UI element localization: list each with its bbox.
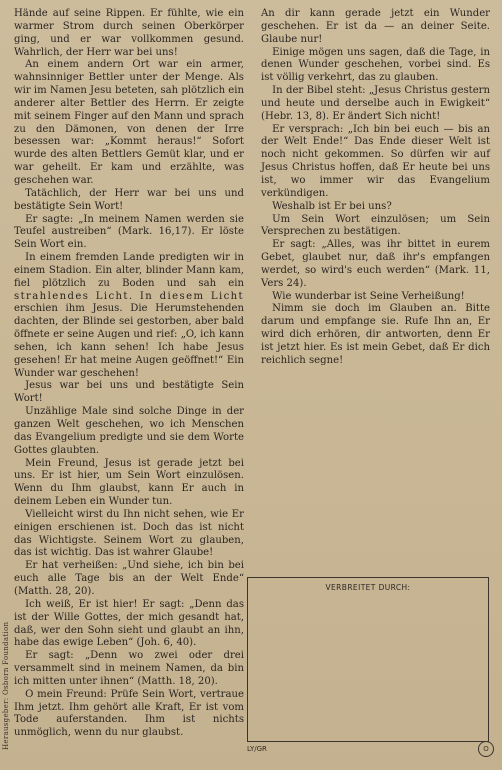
paragraph: Um Sein Wort einzulösen; um Sein Versprechen zu bestätigen. <box>261 213 490 238</box>
paragraph: Er sagt: „Alles, was ihr bittet in eurem Gebet, glaubet nur, daß ihr's empfangen werdet, so wird's euch werden“ (Mark. 11, Vers 24). <box>261 239 490 289</box>
logo-mark: O <box>483 745 489 753</box>
paragraph: In der Bibel steht: „Jesus Christus gestern und heute und derselbe auch in Ewigkeit“ (Hebr. 13, 8). Er ändert Sich nicht! <box>261 85 490 122</box>
paragraph: Ich weiß, Er ist hier! Er sagt: „Denn das ist der Wille Gottes, der mich gesandt hat, daß, wer den Sohn sieht und glaubt an ihn, habe das ewige Leben“ (Joh. 6, 40). <box>14 598 244 649</box>
paragraph: Nimm sie doch im Glauben an. Bitte darum und empfange sie. Rufe Ihn an, Er wird dich erhören, dir antworten, denn Er ist jetzt hier. Es ist mein Gebet, daß Er dich reichlich segne! <box>261 303 490 366</box>
paragraph: Er sagte: „In meinem Namen werden sie Teufel austreiben“ (Mark. 16,17). Er löste Sein Wort ein. <box>14 213 244 251</box>
right-text-column <box>261 8 490 368</box>
paragraph-text: In einem fremden Lande predigten wir in einem Stadion. Ein alter, blinder Mann kam, fiel plötzlich zu Boden und sah ein <box>14 252 244 289</box>
paragraph: Er hat verheißen: „Und siehe, ich bin bei euch alle Tage bis an der Welt Ende“ (Matth. 28, 20). <box>14 560 244 597</box>
paragraph-text: erschien ihm Jesus. Die Herumstehenden dachten, der Blinde sei gestorben, aber bald öffnete er seine Augen und rief: „O, ich kann sehen, ich kann sehen! Ich habe Jesus gesehen! Er hat meine Augen geöffnet!“ Ein Wunder war geschehen! <box>14 303 244 379</box>
paragraph: Einige mögen uns sagen, daß die Tage, in denen Wunder geschehen, vorbei sind. Es ist völlig verkehrt, das zu glauben. <box>261 46 490 84</box>
paragraph: Hände auf seine Rippen. Er fühlte, wie ein warmer Strom durch seinen Oberkörper ging, und er war vollkommen gesund. Wahrlich, der Herr war bei uns! <box>14 8 244 58</box>
paragraph: Tatächlich, der Herr war bei uns und bestätigte Sein Wort! <box>14 187 244 212</box>
paragraph: An einem andern Ort war ein armer, wahnsinniger Bettler unter der Menge. Als wir im Namen Jesu beteten, sah plötzlich ein anderer alter Bettler des Herrn. Er zeigte mit seinem Finger auf den Mann und sprach zu den Dämonen, von denen der Irre besessen war: „Kommt heraus!“ Sofort wurde des alten Bettlers Gemüt klar, und er war geheilt. Er kam und erzählte, was geschehen war. <box>14 59 244 186</box>
paragraph-blind-man <box>14 252 244 380</box>
paragraph: Wie wunderbar ist Seine Verheißung! <box>272 290 465 302</box>
left-text-column <box>14 8 244 740</box>
foundation-logo-icon <box>478 741 494 757</box>
paragraph: Jesus war bei uns und bestätigte Sein Wort! <box>14 380 244 405</box>
paragraph: Er sagt: „Denn wo zwei oder drei versammelt sind in meinem Namen, da bin ich mitten unter ihnen“ (Matth. 18, 20). <box>14 650 244 687</box>
print-code: LY/GR <box>247 745 267 753</box>
stamp-label: VERBREITET DURCH: <box>325 583 411 592</box>
paragraph: Er versprach: „Ich bin bei euch — bis an der Welt Ende!“ Das Ende dieser Welt ist noch nicht gekommen. So dürfen wir auf Jesus Christus hoffen, daß Er heute bei uns ist, wo immer wir das Evangelium verkündigen. <box>261 123 490 199</box>
distributor-stamp-box <box>247 577 489 742</box>
paragraph: Mein Freund, Jesus ist gerade jetzt bei uns. Er ist hier, um Sein Wort einzulösen. Wenn du Ihm glaubst, kann Er auch in deinem Leben ein Wunder tun. <box>14 457 244 508</box>
paragraph: O mein Freund: Prüfe Sein Wort, vertraue Ihm jetzt. Ihm gehört alle Kraft, Er ist vom Tode auferstanden. Ihm ist nichts unmöglich, wenn du nur glaubst. <box>14 688 244 739</box>
paragraph: An dir kann gerade jetzt ein Wunder geschehen. Er ist da — an deiner Seite. Glaube nur! <box>261 8 490 45</box>
paragraph: Unzählige Male sind solche Dinge in der ganzen Welt geschehen, wo ich Menschen das Evangelium predigte und sie dem Worte Gottes glaubten. <box>14 406 244 456</box>
paragraph: Weshalb ist Er bei uns? <box>272 200 392 212</box>
publisher-credit: Herausgeber: Osborn Foundation <box>2 621 10 750</box>
paragraph: Vielleicht wirst du Ihn nicht sehen, wie Er einigen erschienen ist. Doch das ist nicht das Wichtigste. Seinem Wort zu glauben, das ist wichtig. Das ist wahrer Glaube! <box>14 508 244 559</box>
spaced-phrase: strahlendes Licht. In diesem Licht <box>14 290 244 302</box>
